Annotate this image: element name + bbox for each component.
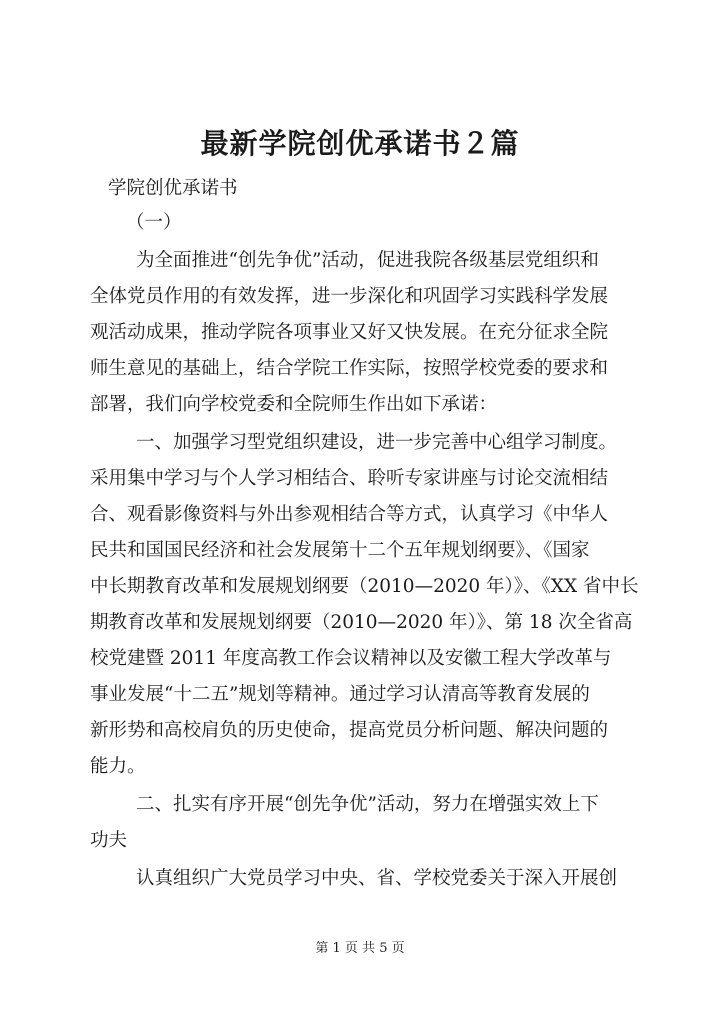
paragraph-line: 认真组织广大党员学习中央、省、学校党委关于深入开展创: [136, 868, 618, 889]
paragraph-line: 观活动成果，推动学院各项事业又好又快发展。在充分征求全院: [90, 322, 609, 343]
page-footer: 第 1 页 共 5 页: [315, 941, 405, 956]
paragraph-line: 师生意见的基础上，结合学院工作实际，按照学校党委的要求和: [90, 358, 609, 379]
paragraph-line: 二、扎实有序开展“创先争优”活动，努力在增强实效上下: [136, 794, 599, 815]
section-marker: （一）: [126, 212, 182, 233]
document-title: 最新学院创优承诺书２篇: [200, 127, 520, 160]
paragraph-line: 中长期教育改革和发展规划纲要（2010—2020 年）》、《XX 省中长: [90, 576, 639, 597]
paragraph-line: 一、加强学习型党组织建设，进一步完善中心组学习制度。: [136, 432, 618, 453]
paragraph-line: 功夫: [90, 830, 128, 851]
document-subtitle: 学院创优承诺书: [108, 178, 238, 199]
paragraph-line: 部署，我们向学校党委和全院师生作出如下承诺：: [90, 394, 498, 415]
paragraph-line: 全体党员作用的有效发挥，进一步深化和巩固学习实践科学发展: [90, 286, 609, 307]
paragraph-line: 合、观看影像资料与外出参观相结合等方式，认真学习《中华人: [90, 504, 609, 525]
paragraph-line: 民共和国国民经济和社会发展第十二个五年规划纲要》、《国家: [90, 540, 590, 561]
paragraph-line: 事业发展“十二五”规划等精神。通过学习认清高等教育发展的: [90, 684, 590, 705]
paragraph-line: 采用集中学习与个人学习相结合、聆听专家讲座与讨论交流相结: [90, 468, 609, 489]
paragraph-line: 校党建暨 2011 年度高教工作会议精神以及安徽工程大学改革与: [90, 648, 612, 669]
paragraph-line: 期教育改革和发展规划纲要（2010—2020 年）》、第 18 次全省高: [90, 612, 633, 633]
paragraph-line: 新形势和高校肩负的历史使命，提高党员分析问题、解决问题的: [90, 720, 609, 741]
paragraph-line: 能力。: [90, 756, 146, 777]
paragraph-line: 为全面推进“创先争优”活动，促进我院各级基层党组织和: [136, 250, 599, 271]
